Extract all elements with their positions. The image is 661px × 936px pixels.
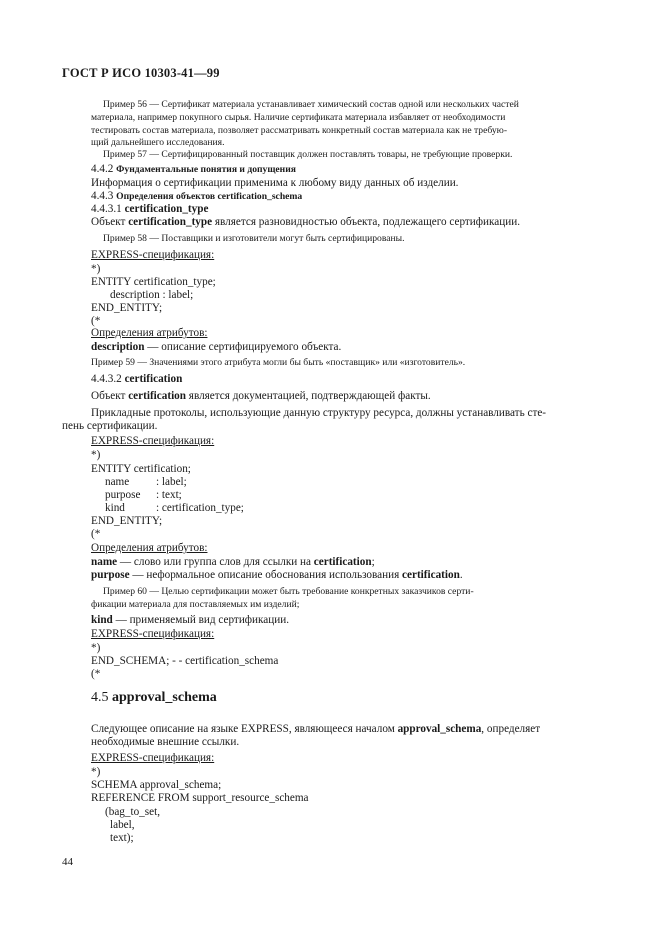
express-spec-label: EXPRESS-спецификация: — [91, 249, 215, 261]
punct: ; — [371, 556, 375, 568]
section-title: Фундаментальные понятия и допущения — [116, 164, 296, 175]
section-4-4-2-text: Информация о сертификации применима к любому виду данных об изделии. — [91, 177, 459, 189]
example-56-line-4: щий дальнейшего исследования. — [91, 137, 225, 148]
standard-code-header: ГОСТ Р ИСО 10303-41—99 — [62, 66, 220, 80]
approval-schema-intro-line-2: необходимые внешние ссылки. — [91, 736, 240, 748]
code-line: *) — [91, 449, 101, 461]
example-60-line-1: Пример 60 — Целью сертификации может быть требование конкретных заказчиков серти- — [103, 586, 474, 597]
code-attr-type: : text; — [156, 489, 182, 501]
approval-schema-intro-line-1 — [91, 722, 540, 736]
express-spec-label: EXPRESS-спецификация: — [91, 435, 215, 447]
section-4-4-2-heading — [91, 162, 296, 177]
code-attr-type: : label; — [156, 476, 187, 488]
section-number: 4.5 — [91, 690, 109, 705]
text-rest: является документацией, подтверждающей факты. — [188, 390, 431, 402]
express-spec-label: EXPRESS-спецификация: — [91, 628, 215, 640]
code-line: REFERENCE FROM support_resource_schema — [91, 792, 309, 804]
description-definition — [91, 340, 341, 354]
code-line: ENTITY certification_type; — [91, 276, 216, 288]
section-number: 4.4.2 — [91, 163, 114, 175]
term-ref: certification — [313, 556, 372, 568]
code-attr-name: kind — [105, 502, 125, 514]
code-line: (* — [91, 315, 101, 327]
protocols-line-2: пень сертификации. — [62, 420, 158, 432]
code-line: *) — [91, 263, 101, 275]
code-line: (* — [91, 668, 101, 680]
text-rest: , определяет — [481, 723, 541, 735]
code-line: text); — [110, 832, 134, 844]
definition-text: — неформальное описание обоснования использования — [132, 569, 400, 581]
example-56-line-3: тестировать состав материала, позволяет рассматривать конкретный состав материала как не требую- — [91, 125, 508, 136]
term: certification — [128, 390, 186, 402]
section-number: 4.4.3.1 — [91, 203, 122, 215]
term: certification_type — [128, 216, 213, 228]
section-number: 4.4.3 — [91, 190, 114, 202]
code-line: description : label; — [110, 289, 194, 301]
code-line: SCHEMA approval_schema; — [91, 779, 222, 791]
code-line: (bag_to_set, — [105, 806, 160, 818]
code-attr-type: : certification_type; — [156, 502, 244, 514]
example-59: Пример 59 — Значениями этого атрибута могли бы быть «поставщик» или «изготовитель». — [91, 357, 466, 368]
section-title: certification — [124, 373, 183, 385]
text-prefix: Объект — [91, 390, 126, 402]
example-57: Пример 57 — Сертифицированный поставщик должен поставлять товары, не требующие проверки. — [103, 149, 513, 160]
term: approval_schema — [397, 723, 482, 735]
certification-description — [91, 389, 431, 403]
code-line: END_ENTITY; — [91, 515, 163, 527]
definition-text: — применяемый вид сертификации. — [115, 614, 290, 626]
definition-text: — описание сертифицируемого объекта. — [147, 341, 342, 353]
protocols-line-1: Прикладные протоколы, использующие данную структуру ресурса, должны устанавливать сте- — [91, 407, 547, 419]
code-line: ENTITY certification; — [91, 463, 191, 475]
term: kind — [91, 614, 113, 626]
attribute-definitions-label: Определения атрибутов: — [91, 542, 208, 554]
express-spec-label: EXPRESS-спецификация: — [91, 752, 215, 764]
term-ref: certification — [402, 569, 460, 581]
term: name — [91, 556, 118, 568]
code-line: *) — [91, 642, 101, 654]
code-line: label, — [110, 819, 135, 831]
code-attr-name: name — [105, 476, 130, 488]
term: description — [91, 341, 145, 353]
section-title: approval_schema — [112, 690, 217, 705]
definition-text: — слово или группа слов для ссылки на — [119, 556, 311, 568]
example-58: Пример 58 — Поставщики и изготовители могут быть сертифицированы. — [103, 233, 405, 244]
example-56-line-1: Пример 56 — Сертификат материала устанавливает химический состав одной или нескольких частей — [103, 99, 519, 110]
code-line: END_ENTITY; — [91, 302, 163, 314]
name-definition — [91, 555, 375, 569]
code-line: END_SCHEMA; - - certification_schema — [91, 655, 279, 667]
section-title: Определения объектов certification_schema — [116, 191, 303, 202]
code-line: *) — [91, 766, 101, 778]
code-attr-name: purpose — [105, 489, 141, 501]
section-number: 4.4.3.2 — [91, 373, 122, 385]
example-60-line-2: фикации материала для поставляемых им изделий; — [91, 599, 300, 610]
section-4-4-3-1-heading — [91, 202, 208, 216]
code-line: (* — [91, 528, 101, 540]
section-title: certification_type — [124, 203, 209, 215]
purpose-definition — [91, 568, 463, 582]
example-56-line-2: материала, например покупного сырья. Наличие сертификата материала избавляет от необходимости — [91, 112, 506, 123]
punct: . — [459, 569, 463, 581]
section-4-5-heading — [91, 690, 217, 706]
certification-type-description — [91, 215, 520, 229]
kind-definition — [91, 613, 289, 627]
text-rest: является разновидностью объекта, подлежащего сертификации. — [214, 216, 521, 228]
section-4-4-3-2-heading — [91, 372, 182, 386]
page-number: 44 — [62, 856, 73, 868]
term: purpose — [91, 569, 130, 581]
attribute-definitions-label: Определения атрибутов: — [91, 327, 208, 339]
text-prefix: Объект — [91, 216, 126, 228]
text-prefix: Следующее описание на языке EXPRESS, являющееся началом — [91, 723, 395, 735]
